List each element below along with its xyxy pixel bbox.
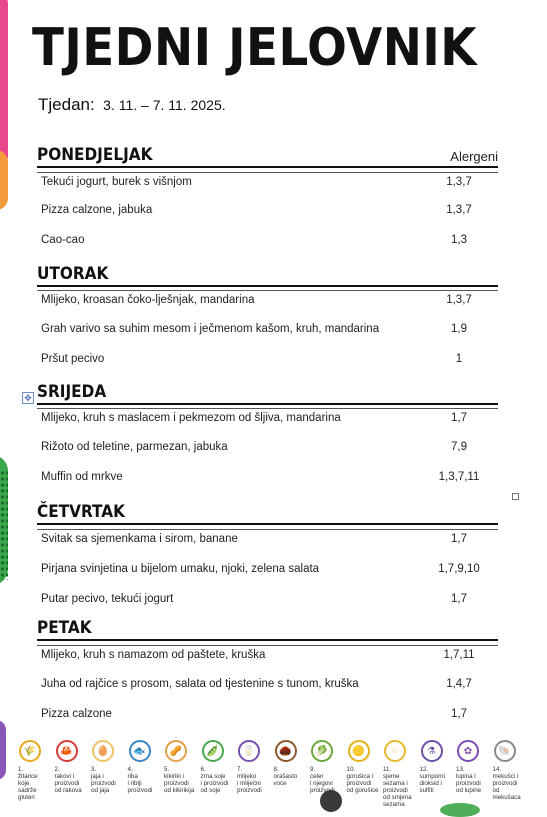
day-name: SRIJEDA bbox=[37, 382, 107, 402]
week-value: 3. 11. – 7. 11. 2025. bbox=[103, 97, 226, 113]
meal-allergens: 1,3,7,11 bbox=[438, 471, 480, 483]
legend-text: 11. sjeme sezama i proizvodi od smjena sezama bbox=[383, 766, 412, 808]
meal-allergens: 1,3,7 bbox=[446, 204, 472, 216]
meal-row bbox=[37, 438, 498, 458]
meal-allergens: 1 bbox=[455, 353, 463, 365]
meal-dish: Juha od rajčice s prosom, salata od tjestenine s tunom, kruška bbox=[41, 678, 359, 690]
legend-item bbox=[310, 740, 346, 794]
meal-allergens: 1,3,7 bbox=[446, 294, 472, 306]
day-name: PETAK bbox=[37, 618, 92, 638]
legend-item bbox=[91, 740, 127, 794]
allergen-legend bbox=[18, 740, 538, 811]
day-header-friday bbox=[37, 619, 498, 641]
legend-text: 9. celer i njegovi proizvodi bbox=[310, 766, 335, 794]
legend-text: 8. orašasto voće bbox=[273, 766, 298, 787]
week-label: Tjedan: bbox=[38, 95, 95, 114]
legend-item bbox=[18, 740, 54, 801]
decor-pink-shape bbox=[0, 0, 8, 170]
day-header-monday bbox=[37, 146, 498, 168]
legend-item bbox=[164, 740, 200, 794]
legend-item bbox=[347, 740, 383, 794]
meal-row bbox=[37, 320, 498, 340]
legend-text: 4. riba i riblji proizvodi bbox=[127, 766, 153, 794]
meal-allergens: 1,7 bbox=[451, 708, 467, 720]
meal-dish: Putar pecivo, tekući jogurt bbox=[41, 593, 174, 605]
legend-text: 5. kikiriki i proizvodi od kikirikija bbox=[164, 766, 195, 794]
allergens-header: Alergeni bbox=[450, 149, 498, 164]
meal-allergens: 1,7,9,10 bbox=[438, 563, 480, 575]
legend-item bbox=[456, 740, 492, 794]
decor-purple-shape bbox=[0, 720, 6, 780]
meal-row bbox=[37, 529, 498, 550]
day-name: UTORAK bbox=[37, 264, 109, 284]
meal-row bbox=[37, 201, 498, 221]
table-move-handle[interactable]: ✥ bbox=[22, 392, 34, 404]
wheat-icon: 🌾 bbox=[19, 740, 41, 762]
meal-row bbox=[37, 172, 498, 193]
lupin-icon: ✿ bbox=[457, 740, 479, 762]
meal-row bbox=[37, 675, 498, 695]
day-header-wednesday bbox=[37, 383, 498, 405]
meal-row bbox=[37, 468, 498, 488]
legend-item bbox=[493, 740, 529, 801]
meal-row bbox=[37, 560, 498, 580]
peanut-icon: 🥜 bbox=[165, 740, 187, 762]
nut-icon: 🌰 bbox=[275, 740, 297, 762]
fish-icon: 🐟 bbox=[129, 740, 151, 762]
meal-dish: Pizza calzone, jabuka bbox=[41, 204, 153, 216]
meal-row bbox=[37, 350, 498, 370]
meal-row bbox=[37, 645, 498, 666]
meal-dish: Grah varivo sa suhim mesom i ječmenom kašom, kruh, mandarina bbox=[41, 323, 380, 335]
meal-allergens: 7,9 bbox=[451, 441, 467, 453]
legend-text: 12. sumporni dioksid i sulfiti bbox=[419, 766, 445, 794]
meal-dish: Mlijeko, kruh s namazom od paštete, kruška bbox=[41, 649, 266, 661]
legend-text: 2. rakovi i proizvodi od rakova bbox=[54, 766, 82, 794]
day-name: ČETVRTAK bbox=[37, 502, 126, 522]
meal-dish: Svitak sa sjemenkama i sirom, banane bbox=[41, 533, 238, 545]
meal-row bbox=[37, 705, 498, 725]
meal-dish: Pizza calzone bbox=[41, 708, 112, 720]
crab-icon: 🦀 bbox=[56, 740, 78, 762]
celery-icon: 🥬 bbox=[311, 740, 333, 762]
meal-dish: Mlijeko, kruh s maslacem i pekmezom od šljiva, mandarina bbox=[41, 412, 341, 424]
legend-text: 3. jaja i proizvodi od jaja bbox=[91, 766, 116, 794]
week-line bbox=[38, 95, 226, 115]
mustard-icon: 🟡 bbox=[348, 740, 370, 762]
milk-icon: 🥛 bbox=[238, 740, 260, 762]
legend-text: 1. žitarice koje sadrže gluten bbox=[18, 766, 38, 801]
meal-row bbox=[37, 290, 498, 311]
meal-allergens: 1,3 bbox=[451, 234, 467, 246]
day-header-tuesday bbox=[37, 265, 498, 287]
meal-allergens: 1,7 bbox=[451, 412, 467, 424]
meal-row bbox=[37, 408, 498, 429]
legend-item bbox=[383, 740, 419, 808]
legend-item bbox=[237, 740, 273, 794]
meal-dish: Mlijeko, kroasan čoko-lješnjak, mandarina bbox=[41, 294, 255, 306]
legend-item bbox=[201, 740, 237, 794]
meal-dish: Rižoto od teletine, parmezan, jabuka bbox=[41, 441, 228, 453]
legend-text: 10. gorušica i proizvodi od gorušice bbox=[346, 766, 379, 794]
day-header-thursday bbox=[37, 503, 498, 525]
legend-text: 13. lupina i proizvodi od lupine bbox=[456, 766, 482, 794]
table-resize-handle[interactable] bbox=[512, 493, 519, 500]
legend-text: 6. zrna soje i proizvodi od soje bbox=[200, 766, 229, 794]
meal-dish: Pirjana svinjetina u bijelom umaku, njoki, zelena salata bbox=[41, 563, 320, 575]
legend-item bbox=[128, 740, 164, 794]
meal-dish: Muffin od mrkve bbox=[41, 471, 123, 483]
meal-row bbox=[37, 231, 498, 251]
legend-item bbox=[55, 740, 91, 794]
meal-row bbox=[37, 590, 498, 610]
legend-item bbox=[420, 740, 456, 794]
page-title: TJEDNI JELOVNIK bbox=[32, 18, 477, 78]
mollusc-icon: 🐚 bbox=[494, 740, 516, 762]
meal-allergens: 1,4,7 bbox=[446, 678, 472, 690]
legend-item bbox=[274, 740, 310, 787]
meal-dish: Cao-cao bbox=[41, 234, 85, 246]
day-name: PONEDJELJAK bbox=[37, 145, 153, 165]
meal-allergens: 1,7,11 bbox=[443, 649, 475, 661]
decor-dots bbox=[0, 470, 8, 580]
egg-icon: 🥚 bbox=[92, 740, 114, 762]
meal-allergens: 1,9 bbox=[451, 323, 467, 335]
legend-text: 7. mlijeko i mliječni proizvodi bbox=[237, 766, 262, 794]
sulfite-icon: ⚗ bbox=[421, 740, 443, 762]
soy-icon: 🫛 bbox=[202, 740, 224, 762]
legend-text: 14. mekušci i proizvodi od mekušaca bbox=[492, 766, 521, 801]
meal-allergens: 1,7 bbox=[451, 533, 467, 545]
meal-allergens: 1,3,7 bbox=[446, 176, 472, 188]
decor-orange-shape bbox=[0, 150, 8, 210]
meal-dish: Pršut pecivo bbox=[41, 353, 105, 365]
meal-allergens: 1,7 bbox=[451, 593, 467, 605]
sesame-icon: ⁘ bbox=[384, 740, 406, 762]
meal-dish: Tekući jogurt, burek s višnjom bbox=[41, 176, 192, 188]
